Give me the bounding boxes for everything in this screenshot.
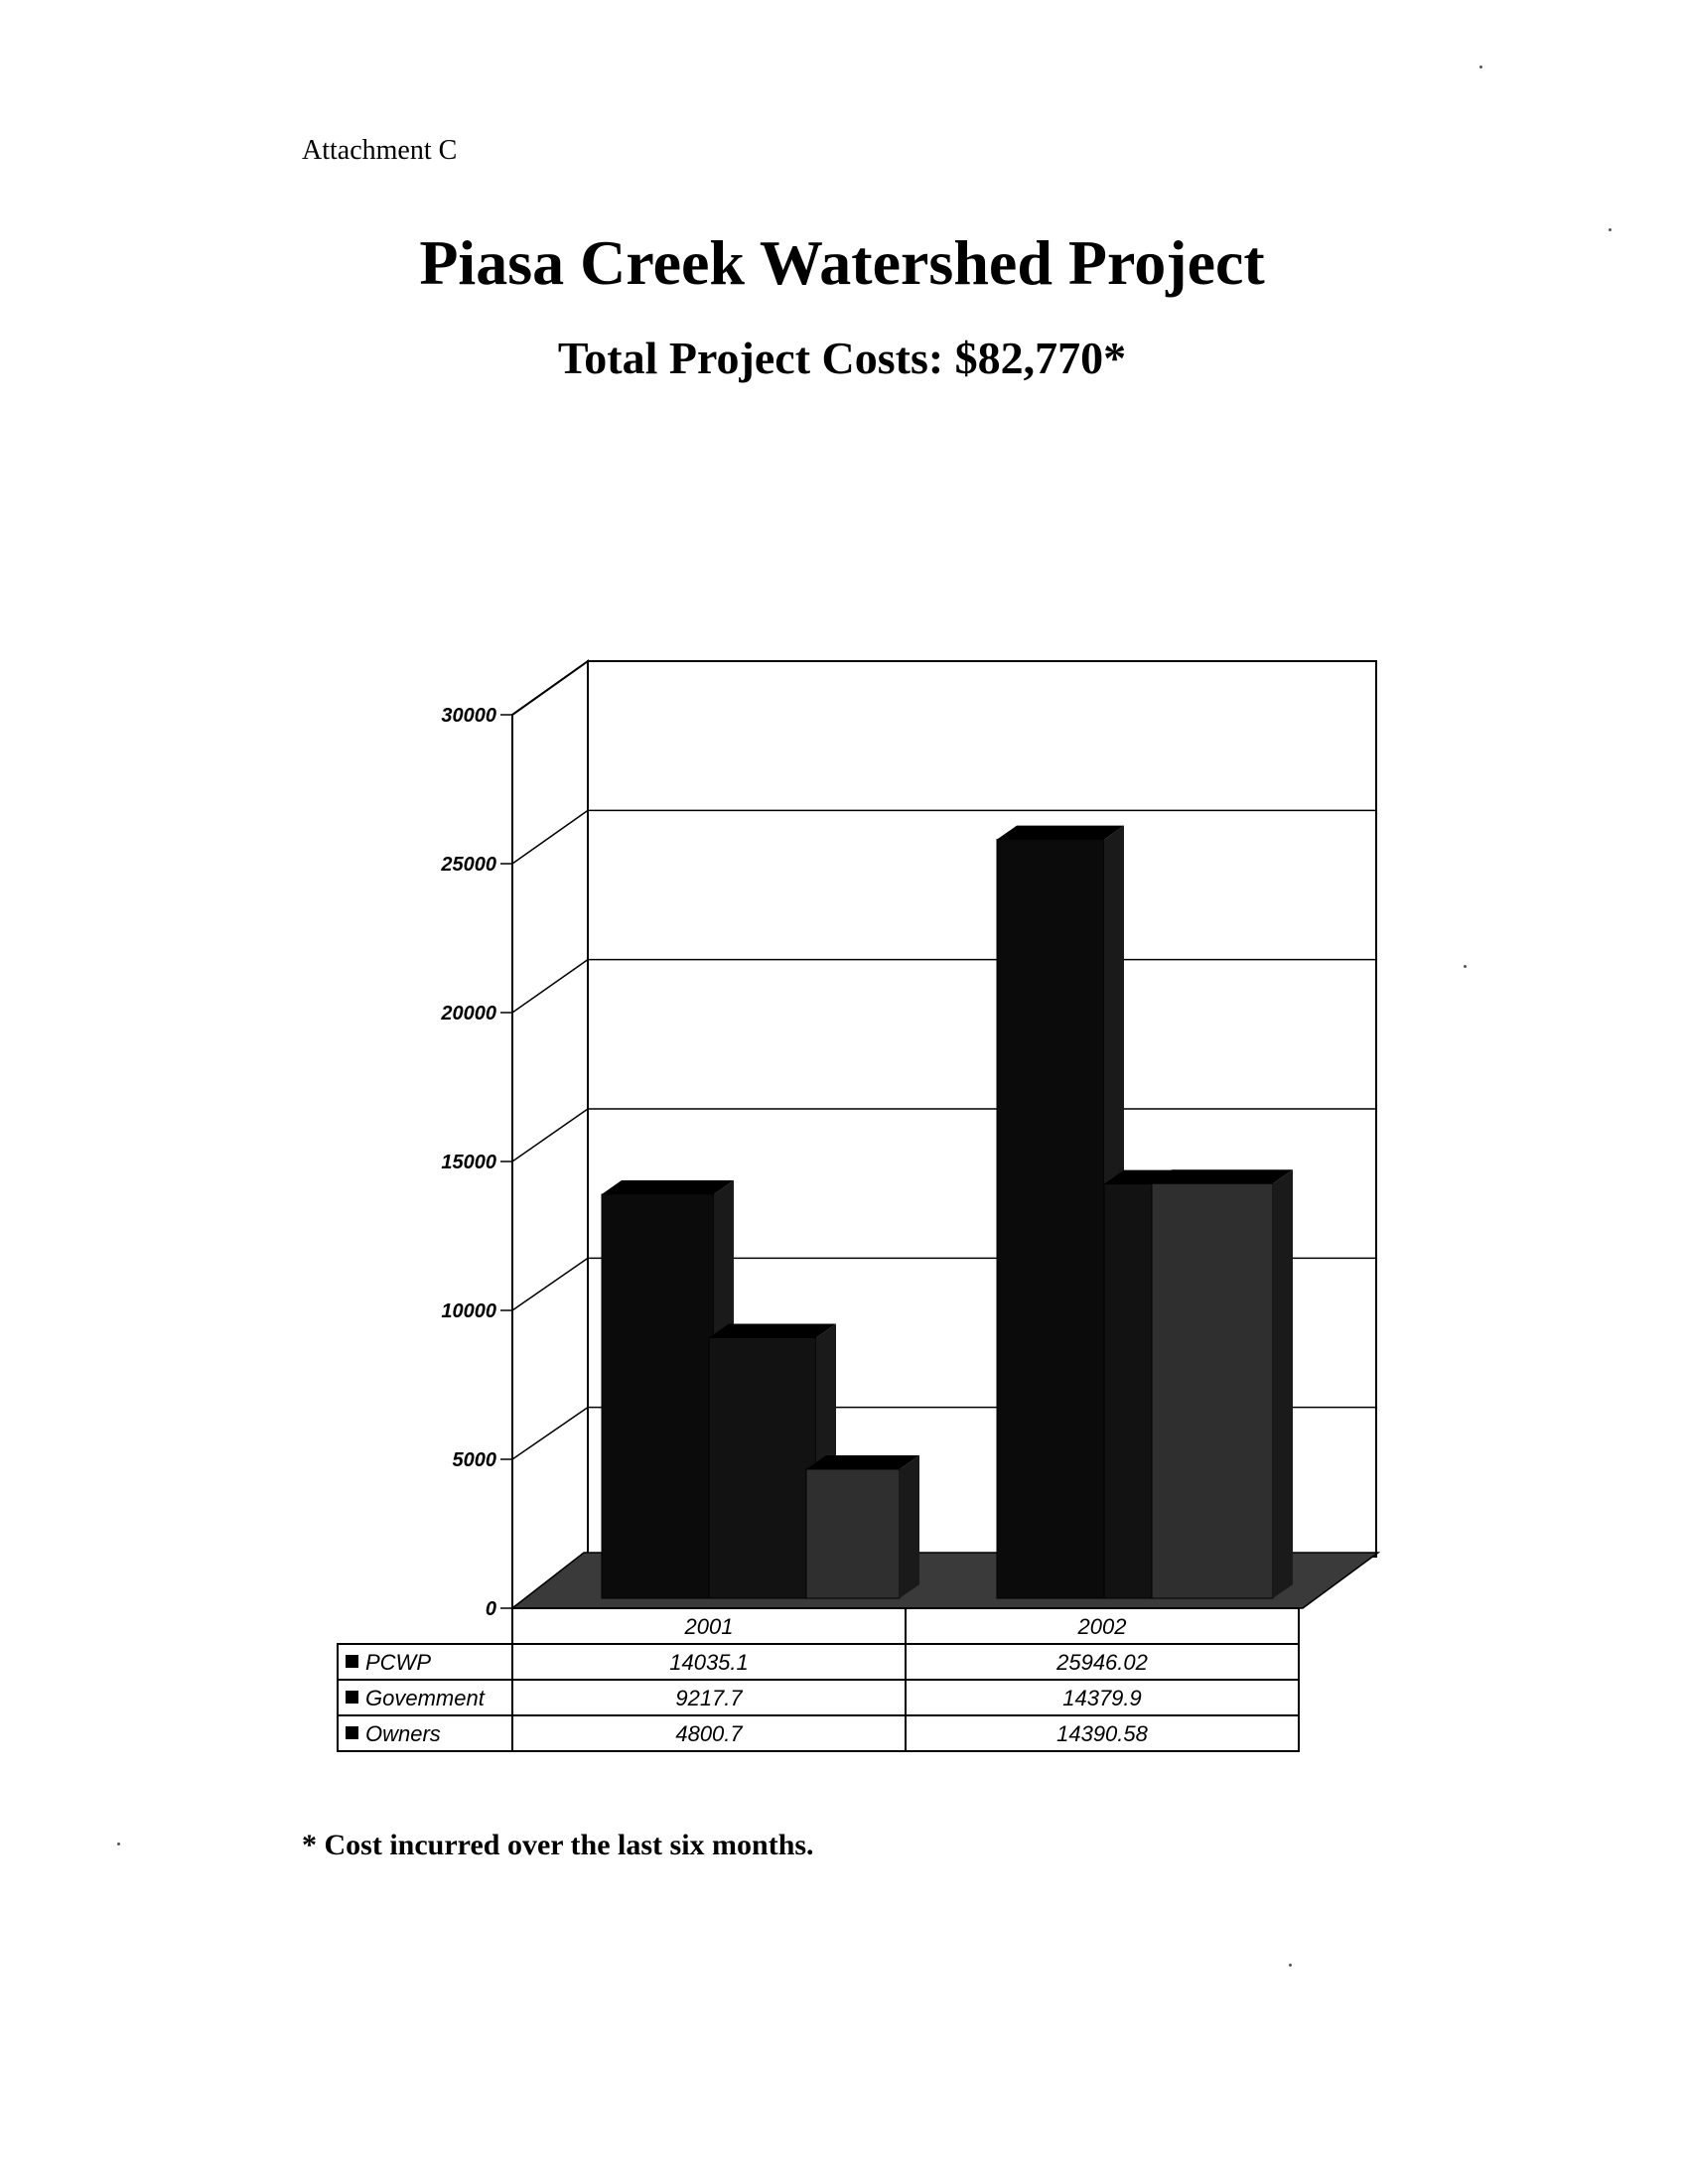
table-row-pcwp <box>338 1644 1299 1680</box>
scan-speck <box>117 1843 120 1845</box>
table-value-government-2002: 14379.9 <box>1062 1686 1142 1710</box>
table-value-government-2001: 9217.7 <box>675 1686 743 1710</box>
bar-top-owners-2001 <box>806 1455 919 1469</box>
scan-speck <box>1289 1964 1292 1967</box>
y-tick-label: 0 <box>485 1598 496 1620</box>
legend-label-owners: Owners <box>365 1721 441 1746</box>
scan-speck <box>1479 66 1482 68</box>
table-header-2001: 2001 <box>684 1614 734 1639</box>
bar-owners-2002 <box>1152 1183 1273 1598</box>
table-row-owners <box>338 1715 1299 1751</box>
table-header-2002: 2002 <box>1077 1614 1127 1639</box>
legend-key-pcwp <box>346 1655 358 1668</box>
bar-top-pcwp-2002 <box>997 826 1124 840</box>
bar-top-owners-2002 <box>1152 1169 1293 1183</box>
bar-pcwp-2002 <box>997 840 1104 1598</box>
scan-speck <box>1609 228 1612 231</box>
bar-top-government-2001 <box>709 1323 836 1337</box>
table-value-owners-2002: 14390.58 <box>1056 1721 1148 1746</box>
y-tick-label: 20000 <box>441 1003 496 1024</box>
bar-top-pcwp-2001 <box>602 1180 734 1194</box>
y-tick-label: 5000 <box>452 1449 496 1471</box>
y-tick-label: 25000 <box>441 854 496 876</box>
legend-key-owners <box>346 1726 358 1739</box>
bar-government-2001 <box>709 1337 816 1598</box>
bar-side-owners-2001 <box>900 1455 919 1598</box>
page-subtitle: Total Project Costs: $82,770* <box>557 333 1127 383</box>
page-title: Piasa Creek Watershed Project <box>419 227 1265 298</box>
y-tick-label: 15000 <box>441 1152 496 1173</box>
scan-speck <box>1464 965 1467 968</box>
bar-pcwp-2001 <box>602 1194 714 1598</box>
table-value-owners-2001: 4800.7 <box>675 1721 743 1746</box>
footnote: * Cost incurred over the last six months. <box>302 1829 814 1861</box>
y-tick-label: 10000 <box>441 1300 496 1322</box>
legend-label-government: Govemment <box>365 1686 485 1710</box>
legend-label-pcwp: PCWP <box>365 1650 431 1675</box>
table-value-pcwp-2002: 25946.02 <box>1056 1650 1148 1675</box>
legend-key-government <box>346 1691 358 1704</box>
table-value-pcwp-2001: 14035.1 <box>669 1650 749 1675</box>
attachment-label: Attachment C <box>302 135 458 166</box>
bar-side-owners-2002 <box>1273 1169 1293 1598</box>
y-tick-label: 30000 <box>441 705 496 727</box>
bar-owners-2001 <box>806 1469 900 1598</box>
